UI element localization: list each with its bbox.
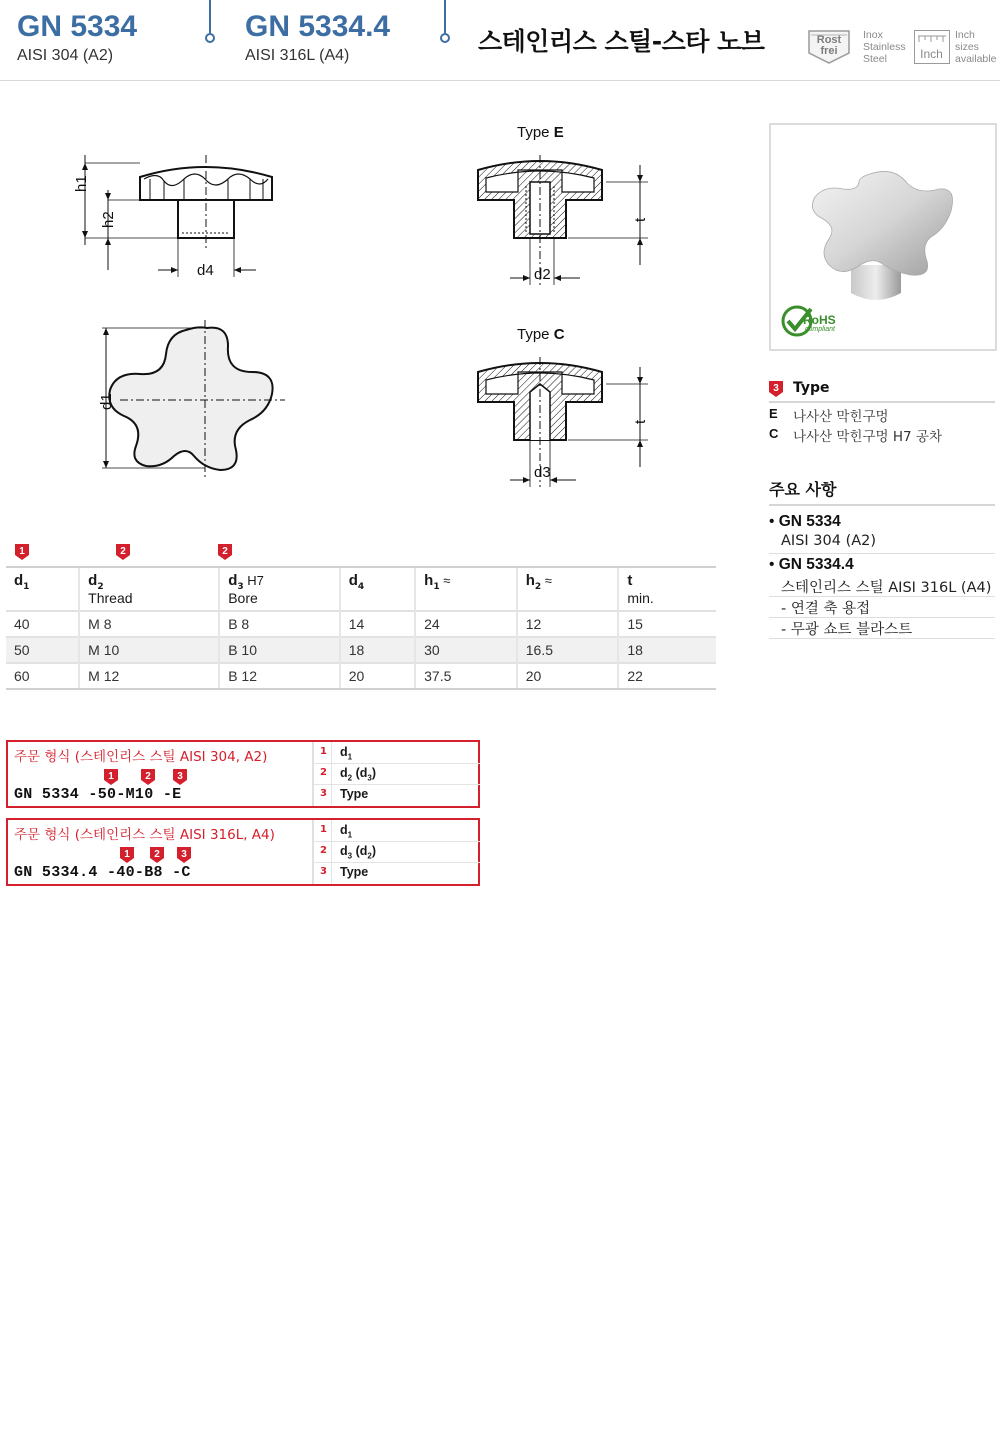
inch-badge-text: Inch sizes available	[955, 29, 997, 65]
dim-d1-label: d1	[98, 393, 115, 410]
header-divider-pin	[438, 0, 452, 46]
order-code: GN 5334.4 -40-B8 -C	[14, 864, 191, 881]
order-legend-row: 2 $d_3$ $(d_2)$	[314, 841, 480, 863]
table-cell: 60	[6, 663, 79, 689]
table-cell: 37.5	[415, 663, 517, 689]
table-cell: 30	[415, 637, 517, 663]
table-header-row	[6, 567, 716, 611]
type-rule	[769, 401, 995, 403]
notes-rule	[769, 504, 995, 506]
svg-text:3: 3	[177, 771, 183, 782]
order-marker-1	[119, 846, 135, 864]
type-desc-c: 나사산 막힌구멍 H7 공차	[793, 429, 942, 445]
dim-t-label-e: t	[632, 217, 649, 222]
table-cell: M 10	[79, 637, 219, 663]
dim-h2-label: h2	[100, 211, 117, 228]
table-row	[6, 611, 716, 637]
order-legend-row: 1 $d_1$	[314, 742, 480, 764]
svg-text:2: 2	[154, 849, 160, 860]
table-cell: 20	[340, 663, 415, 689]
type-key-e: E	[769, 406, 778, 421]
product2-material: AISI 316L (A4)	[245, 47, 350, 64]
svg-text:3: 3	[181, 849, 187, 860]
table-cell: 15	[618, 611, 716, 637]
column-header: $d_3$ H7 Bore	[219, 567, 340, 611]
order-marker-2	[149, 846, 165, 864]
header-divider-pin	[203, 0, 217, 46]
order-example-box-a2	[6, 740, 480, 808]
dim-t-label-c: t	[632, 419, 649, 424]
notes-heading: 주요 사항	[769, 480, 837, 499]
column-header: $h_1$ ≈	[415, 567, 517, 611]
svg-text:1: 1	[19, 546, 25, 557]
column-header: t min.	[618, 567, 716, 611]
table-marker-1	[14, 543, 30, 561]
table-cell: 18	[340, 637, 415, 663]
subnote-weld: - 연결 축 용접	[781, 601, 871, 617]
note-gn53344: • GN 5334.4	[769, 556, 854, 573]
order-code: GN 5334 -50-M10 -E	[14, 786, 182, 803]
table-row	[6, 637, 716, 663]
type-key-c: C	[769, 426, 779, 441]
note-gn5334: • GN 5334	[769, 513, 841, 530]
table-marker-2b	[217, 543, 233, 561]
product-photo	[769, 123, 997, 351]
svg-text:1: 1	[108, 771, 114, 782]
table-cell: 14	[340, 611, 415, 637]
order-marker-1	[103, 768, 119, 786]
note-sep	[769, 638, 995, 639]
type-c-caption: Type C	[517, 326, 565, 343]
knob-top-view-drawing	[90, 320, 290, 480]
knob-side-view-drawing	[60, 145, 290, 285]
order-marker-3	[172, 768, 188, 786]
product2-code: GN 5334.4	[245, 10, 391, 43]
note-gn5334-desc: AISI 304 (A2)	[781, 533, 877, 549]
dim-h1-label: h1	[73, 175, 90, 192]
table-cell: 18	[618, 637, 716, 663]
svg-text:2: 2	[120, 546, 126, 557]
table-cell: 24	[415, 611, 517, 637]
type-desc-e: 나사산 막힌구멍	[793, 409, 889, 425]
rostfrei-top: Rost	[816, 34, 842, 46]
order-example-box-a4	[6, 818, 480, 886]
order-legend-row: 3 Type	[314, 862, 480, 883]
table-cell: 12	[517, 611, 619, 637]
table-body	[6, 611, 716, 689]
product1-code: GN 5334	[17, 10, 138, 43]
dim-d4-label: d4	[197, 262, 214, 279]
note-sep	[769, 553, 995, 554]
table-cell: B 8	[219, 611, 340, 637]
table-cell: M 8	[79, 611, 219, 637]
type-marker-3	[768, 380, 784, 398]
table-row	[6, 663, 716, 689]
order-legend-row: 1 $d_1$	[314, 820, 480, 842]
table-marker-2	[115, 543, 131, 561]
table-cell: M 12	[79, 663, 219, 689]
type-e-caption: Type E	[517, 124, 564, 141]
order-marker-3	[176, 846, 192, 864]
note-gn53344-desc: 스테인리스 스틸 AISI 316L (A4)	[781, 580, 992, 596]
order-legend-row: 2 $d_2$ $(d_3)$	[314, 763, 480, 785]
order-marker-2	[140, 768, 156, 786]
column-header: $d_1$	[6, 567, 79, 611]
rostfrei-badge-icon	[807, 29, 851, 65]
order-title: 주문 형식 (스테인리스 스틸 AISI 304, A2)	[14, 749, 268, 765]
rohs-compliant-icon: RoHS compliant	[781, 303, 845, 339]
dim-d3-label: d3	[534, 464, 551, 481]
dim-d2-label: d2	[534, 266, 551, 283]
table-cell: 22	[618, 663, 716, 689]
column-header: $d_2$ Thread	[79, 567, 219, 611]
order-legend	[312, 742, 480, 806]
column-header: $d_4$	[340, 567, 415, 611]
table-cell: 40	[6, 611, 79, 637]
svg-text:2: 2	[222, 546, 228, 557]
page-title: 스테인리스 스틸-스타 노브	[478, 27, 765, 56]
order-legend	[312, 820, 480, 884]
inox-badge-text: Inox Stainless Steel	[863, 29, 906, 65]
product1-material: AISI 304 (A2)	[17, 47, 114, 64]
header-rule	[0, 80, 1000, 81]
svg-text:1: 1	[124, 849, 130, 860]
table-cell: B 12	[219, 663, 340, 689]
table-cell: 16.5	[517, 637, 619, 663]
order-legend-row: 3 Type	[314, 784, 480, 805]
inch-ruler-icon: Inch	[914, 30, 950, 64]
table-cell: B 10	[219, 637, 340, 663]
dimension-table	[6, 566, 716, 690]
svg-text:3: 3	[773, 383, 779, 394]
order-title: 주문 형식 (스테인리스 스틸 AISI 316L, A4)	[14, 827, 275, 843]
subnote-shot-blast: - 무광 쇼트 블라스트	[781, 622, 913, 638]
column-header: $h_2$ ≈	[517, 567, 619, 611]
table-cell: 20	[517, 663, 619, 689]
type-heading: Type	[793, 380, 830, 396]
rostfrei-bottom: frei	[820, 45, 838, 57]
svg-text:2: 2	[145, 771, 151, 782]
table-cell: 50	[6, 637, 79, 663]
